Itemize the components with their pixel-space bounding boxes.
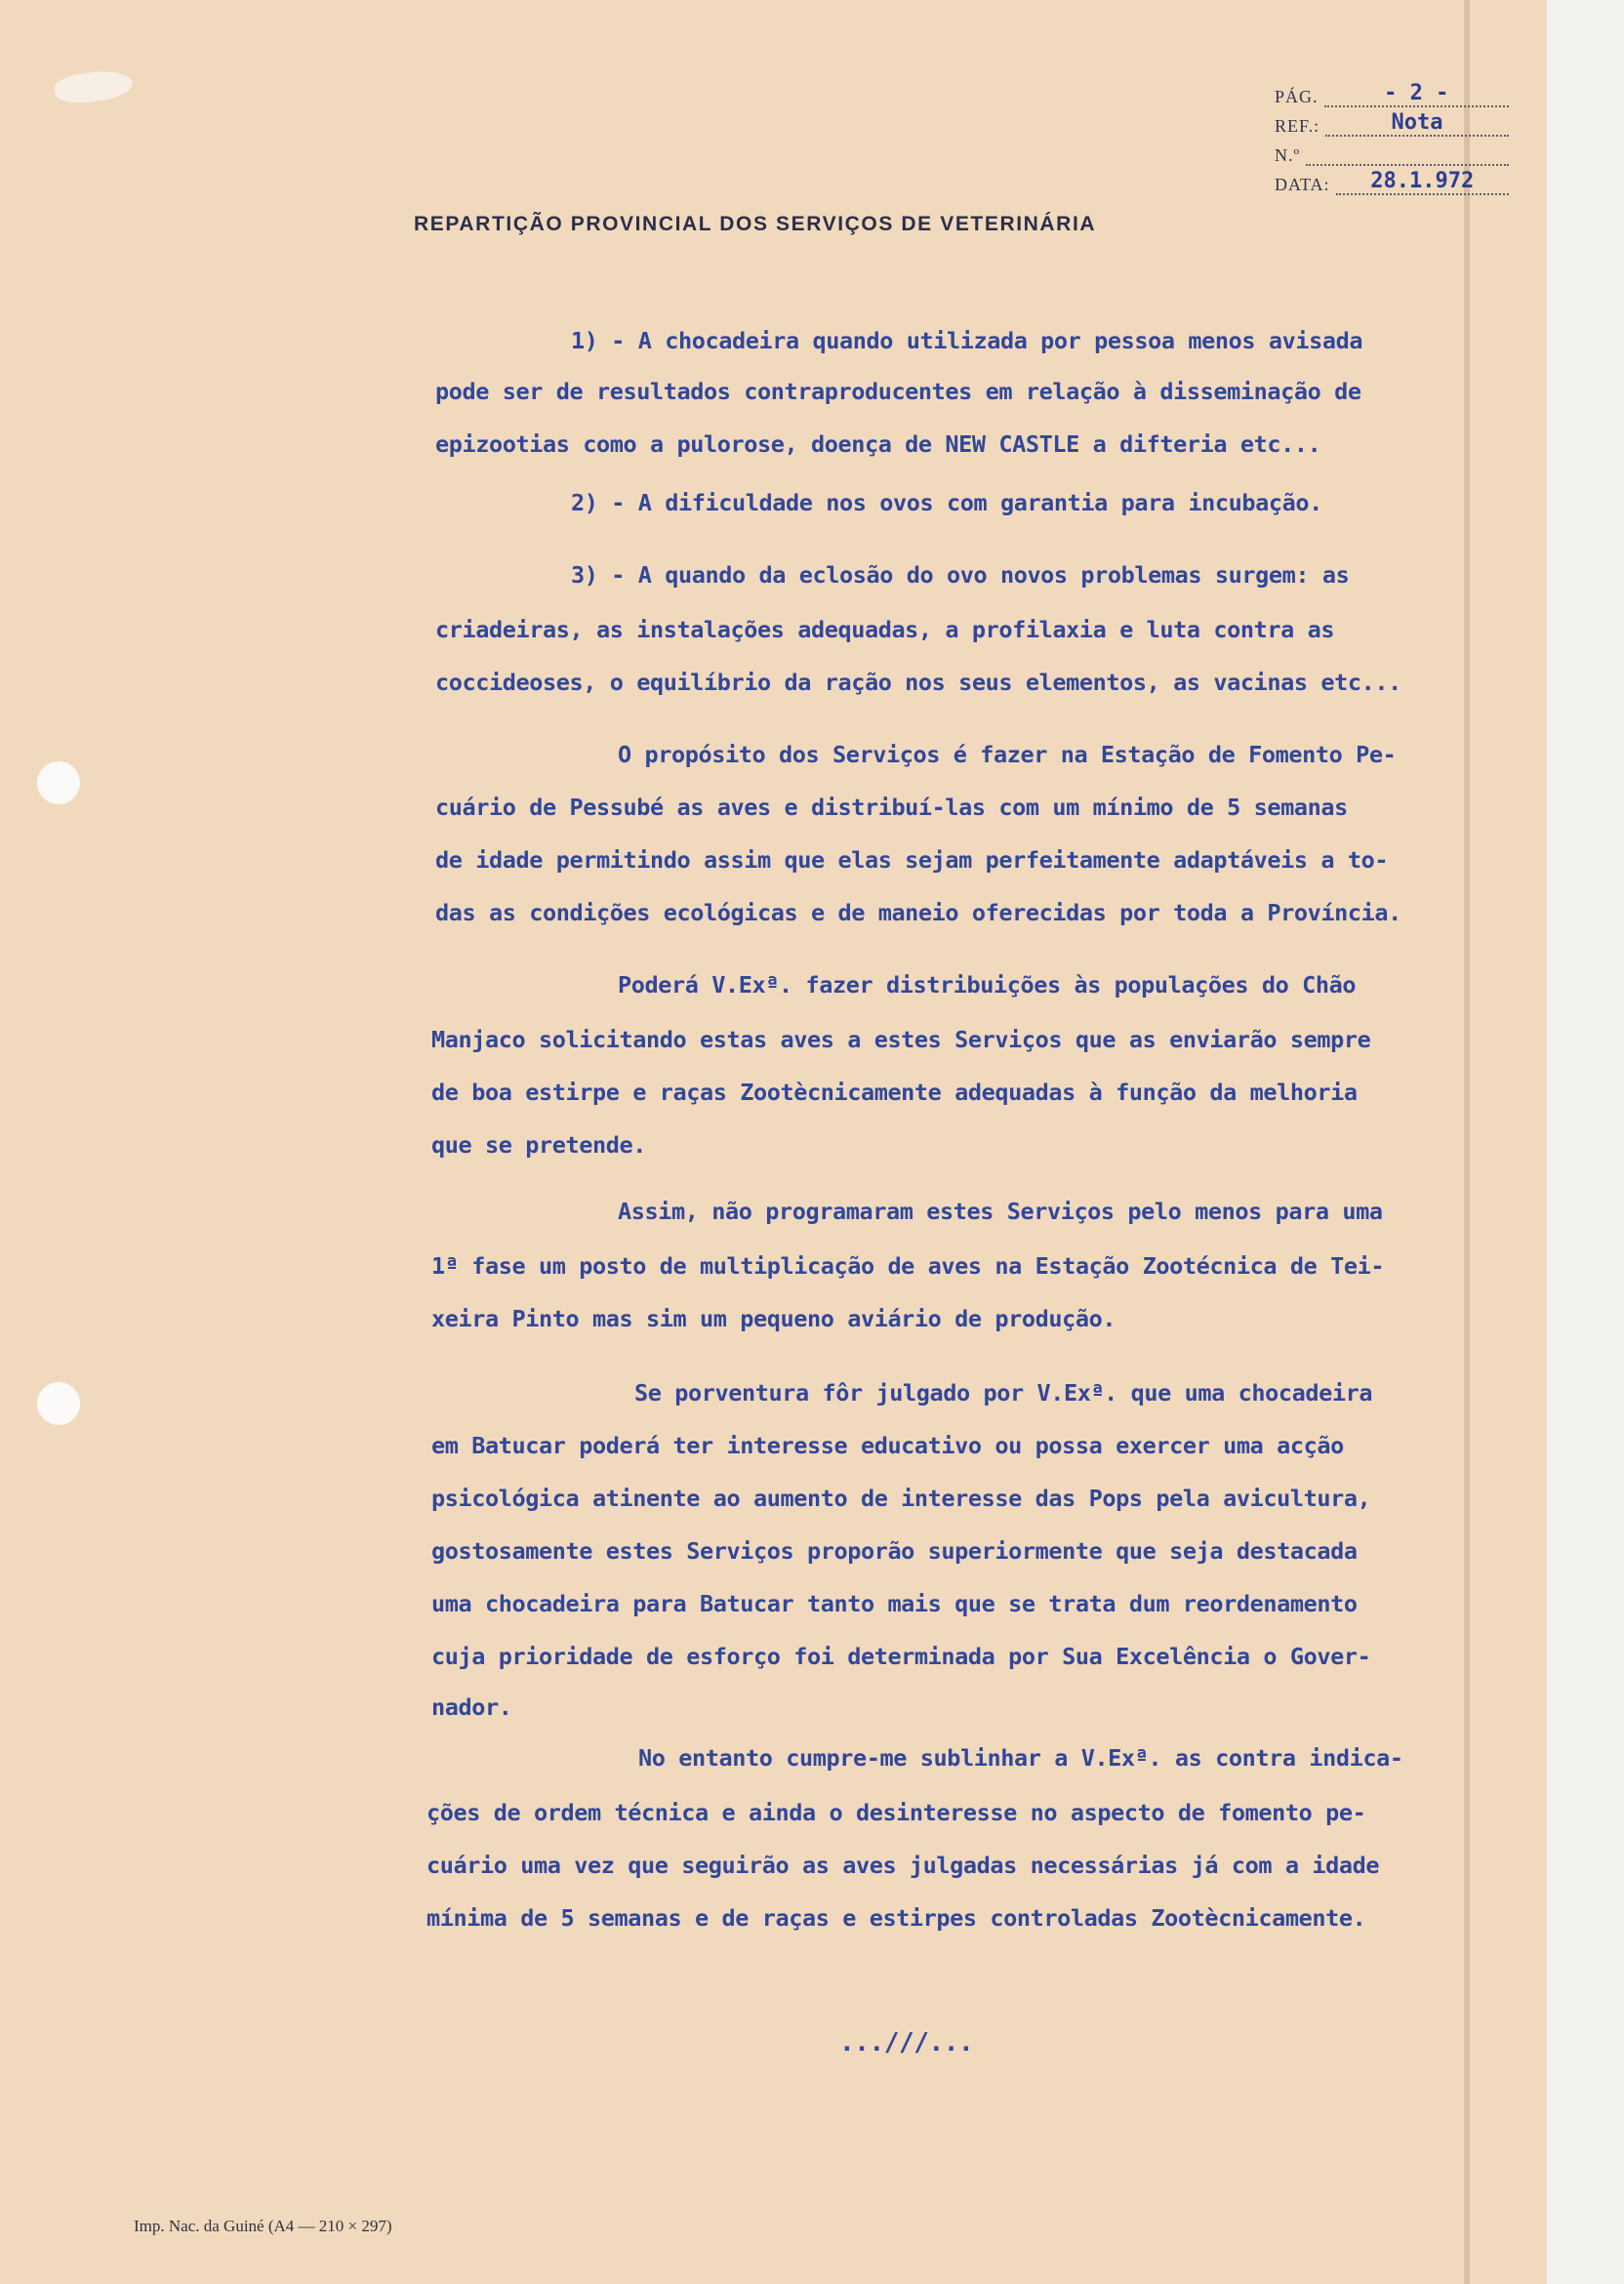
reference-label: REF.: [1275,116,1320,136]
body-line: Se porventura fôr julgado por V.Exª. que uma chocadeira [634,1379,1373,1407]
body-line: 1) - A chocadeira quando utilizada por pessoa menos avisada [571,327,1363,354]
body-line: cuário uma vez que seguirão as aves julgadas necessárias já com a idade [426,1852,1380,1879]
date-row [1275,166,1509,195]
page-edge-shadow [1464,0,1470,2284]
number-row [1275,137,1509,166]
body-line: 1ª fase um posto de multiplicação de aves na Estação Zootécnica de Tei- [431,1252,1385,1280]
body-line: Poderá V.Exª. fazer distribuições às populações do Chão [618,971,1357,999]
punch-hole-bottom [37,1382,80,1425]
body-line: uma chocadeira para Batucar tanto mais que se trata dum reordenamento [431,1590,1358,1617]
body-line: de boa estirpe e raças Zootècnicamente adequadas à função da melhoria [431,1079,1358,1106]
body-line: nador. [431,1693,512,1721]
body-line: xeira Pinto mas sim um pequeno aviário de produção. [431,1305,1116,1332]
paper-tear-mark [53,67,134,107]
body-line: O propósito dos Serviços é fazer na Estação de Fomento Pe- [618,741,1397,768]
page-number: - 2 - [1324,83,1509,107]
body-line: que se pretende. [431,1131,646,1159]
body-line: coccideoses, o equilíbrio da ração nos seus elementos, as vacinas etc... [435,669,1401,696]
page-label: PÁG. [1275,87,1319,106]
body-line: pode ser de resultados contraproducentes em relação à disseminação de [435,378,1361,405]
date-label: DATA: [1275,175,1330,194]
body-line: psicológica atinente ao aumento de interesse das Pops pela avicultura, [431,1485,1371,1512]
body-line: Manjaco solicitando estas aves a estes Serviços que as enviarão sempre [431,1026,1371,1053]
body-line: ções de ordem técnica e ainda o desinteresse no aspecto de fomento pe- [426,1799,1366,1826]
body-line: epizootias como a pulorose, doença de NEW CASTLE a difteria etc... [435,430,1321,458]
date-value: 28.1.972 [1336,171,1509,195]
body-line: Assim, não programaram estes Serviços pelo menos para uma [618,1198,1383,1225]
number-label: N.º [1275,145,1301,165]
punch-hole-top [37,761,80,804]
body-line: em Batucar poderá ter interesse educativo ou possa exercer uma acção [431,1432,1344,1459]
continuation-mark: ...///... [839,2028,974,2058]
reference-block [1275,78,1509,195]
body-line: No entanto cumpre-me sublinhar a V.Exª. as contra indica- [638,1744,1403,1772]
body-line: gostosamente estes Serviços proporão superiormente que seja destacada [431,1537,1358,1565]
body-line: criadeiras, as instalações adequadas, a profilaxia e luta contra as [435,616,1335,643]
reference-row [1275,107,1509,137]
page-number-row [1275,78,1509,107]
number-value [1306,163,1509,166]
body-line: mínima de 5 semanas e de raças e estirpes controladas Zootècnicamente. [426,1904,1366,1932]
body-line: 2) - A dificuldade nos ovos com garantia para incubação. [571,489,1322,516]
department-heading: REPARTIÇÃO PROVINCIAL DOS SERVIÇOS DE VETERINÁRIA [414,213,1097,235]
body-line: 3) - A quando da eclosão do ovo novos problemas surgem: as [571,561,1350,589]
body-line: cuja prioridade de esforço foi determinada por Sua Excelência o Gover- [431,1643,1371,1670]
body-line: cuário de Pessubé as aves e distribuí-las com um mínimo de 5 semanas [435,794,1348,821]
printer-imprint: Imp. Nac. da Guiné (A4 — 210 × 297) [134,2217,392,2235]
body-line: das as condições ecológicas e de maneio oferecidas por toda a Província. [435,899,1401,926]
reference-value: Nota [1325,112,1509,137]
body-line: de idade permitindo assim que elas sejam perfeitamente adaptáveis a to- [435,846,1389,874]
